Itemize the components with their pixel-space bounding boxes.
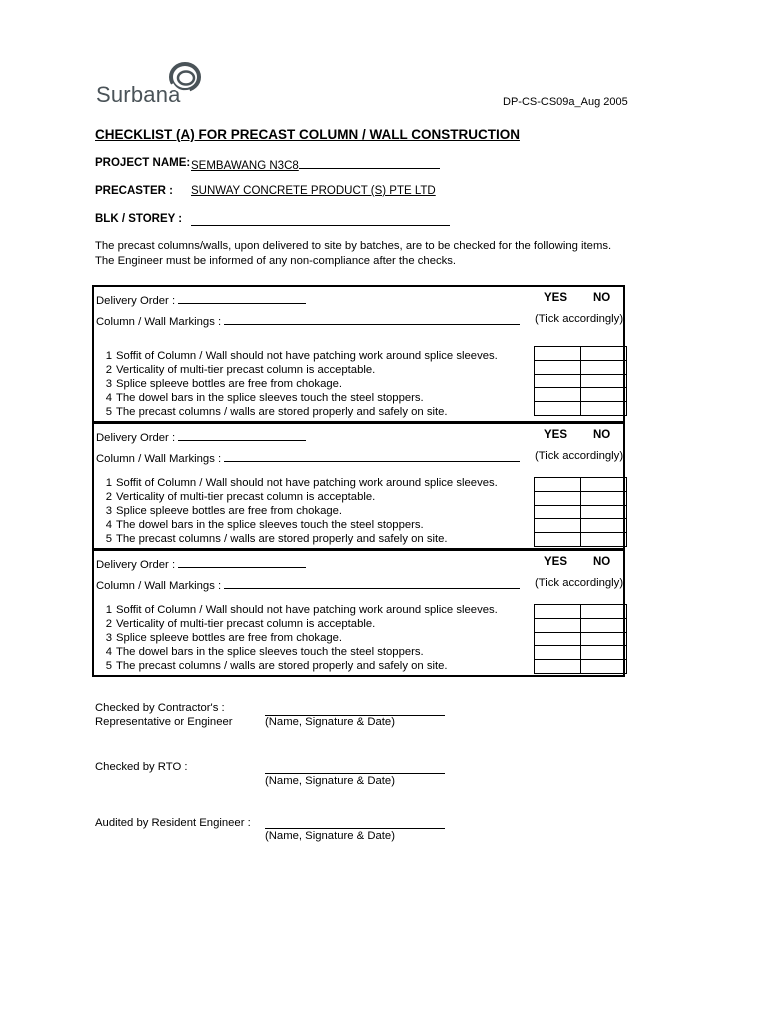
no-tick-cell[interactable] [581, 360, 627, 374]
tick-row [535, 388, 627, 402]
no-tick-cell[interactable] [581, 605, 627, 619]
page-title: CHECKLIST (A) FOR PRECAST COLUMN / WALL CONSTRUCTION [95, 127, 520, 142]
column-wall-markings-label: Column / Wall Markings : [96, 316, 222, 328]
contractor-signature-caption: (Name, Signature & Date) [265, 716, 395, 728]
tick-row [535, 505, 627, 519]
no-tick-cell[interactable] [581, 388, 627, 402]
yes-tick-cell[interactable] [535, 519, 581, 533]
tick-accordingly-note: (Tick accordingly) [535, 313, 624, 325]
checklist-item [98, 632, 342, 644]
tick-row [535, 605, 627, 619]
delivery-order-field[interactable] [96, 292, 306, 307]
yes-tick-cell[interactable] [535, 646, 581, 660]
item-text: Splice spleeve bottles are free from chokage. [116, 505, 343, 517]
yes-tick-cell[interactable] [535, 388, 581, 402]
tick-row [535, 360, 627, 374]
delivery-order-label: Delivery Order : [96, 432, 176, 444]
checklist-item [98, 604, 498, 616]
checklist-item [98, 392, 424, 404]
item-number: 1 [105, 477, 112, 489]
document-reference: DP-CS-CS09a_Aug 2005 [503, 96, 628, 108]
yes-tick-cell[interactable] [535, 660, 581, 674]
item-number: 4 [105, 646, 112, 658]
yes-tick-cell[interactable] [535, 360, 581, 374]
yes-tick-cell[interactable] [535, 632, 581, 646]
rto-label: Checked by RTO : [95, 761, 188, 773]
column-wall-markings-blank-line [224, 313, 520, 325]
checklist-item [98, 519, 424, 531]
blk-storey-label: BLK / STOREY : [95, 213, 183, 225]
project-name-label: PROJECT NAME: [95, 157, 191, 169]
tick-row [535, 374, 627, 388]
no-tick-cell[interactable] [581, 347, 627, 361]
tick-row [535, 646, 627, 660]
item-number: 2 [105, 491, 112, 503]
tick-accordingly-note: (Tick accordingly) [535, 577, 624, 589]
tick-row [535, 402, 627, 416]
checklist-item [98, 364, 375, 376]
tick-row [535, 632, 627, 646]
yes-tick-cell[interactable] [535, 533, 581, 547]
item-text: Splice spleeve bottles are free from chokage. [116, 632, 343, 644]
intro-line-1: The precast columns/walls, upon delivered to site by batches, are to be checked for the following items. [95, 240, 612, 252]
item-number: 5 [105, 660, 112, 672]
checklist-item [98, 505, 342, 517]
tick-row [535, 519, 627, 533]
item-text: The dowel bars in the splice sleeves touch the steel stoppers. [116, 646, 424, 658]
tick-grid [534, 346, 627, 416]
column-wall-markings-blank-line [224, 450, 520, 462]
tick-grid [534, 604, 627, 674]
column-wall-markings-field[interactable] [96, 577, 520, 592]
yes-tick-cell[interactable] [535, 605, 581, 619]
item-number: 4 [105, 519, 112, 531]
no-tick-cell[interactable] [581, 491, 627, 505]
tick-grid [534, 477, 627, 547]
no-header: NO [593, 429, 611, 441]
tick-row [535, 660, 627, 674]
item-number: 4 [105, 392, 112, 404]
tick-row [535, 478, 627, 492]
logo-text: Surbana [96, 82, 181, 107]
resident-engineer-signature-line[interactable] [265, 828, 445, 829]
item-number: 3 [105, 505, 112, 517]
resident-engineer-label: Audited by Resident Engineer : [95, 817, 251, 829]
contractor-label-1: Checked by Contractor's : [95, 702, 225, 714]
checklist-block [92, 285, 625, 423]
delivery-order-blank-line [178, 556, 306, 568]
tick-accordingly-note: (Tick accordingly) [535, 450, 624, 462]
checklist-item [98, 477, 498, 489]
checklist-item [98, 660, 448, 672]
project-name-field[interactable] [191, 157, 440, 172]
item-number: 1 [105, 604, 112, 616]
item-text: The precast columns / walls are stored properly and safely on site. [116, 533, 448, 545]
delivery-order-label: Delivery Order : [96, 295, 176, 307]
no-tick-cell[interactable] [581, 533, 627, 547]
item-number: 3 [105, 632, 112, 644]
column-wall-markings-blank-line [224, 577, 520, 589]
blk-storey-field[interactable] [191, 212, 450, 226]
item-text: Verticality of multi-tier precast column is acceptable. [116, 364, 376, 376]
tick-row [535, 533, 627, 547]
precaster-value[interactable]: SUNWAY CONCRETE PRODUCT (S) PTE LTD [191, 185, 436, 197]
item-number: 2 [105, 364, 112, 376]
column-wall-markings-field[interactable] [96, 313, 520, 328]
checklist-block [92, 549, 625, 677]
column-wall-markings-label: Column / Wall Markings : [96, 580, 222, 592]
no-tick-cell[interactable] [581, 618, 627, 632]
rto-signature-caption: (Name, Signature & Date) [265, 775, 395, 787]
item-number: 5 [105, 533, 112, 545]
logo-swirl-icon [168, 60, 206, 100]
delivery-order-label: Delivery Order : [96, 559, 176, 571]
yes-tick-cell[interactable] [535, 491, 581, 505]
checklist-item [98, 350, 498, 362]
tick-row [535, 347, 627, 361]
item-text: The dowel bars in the splice sleeves touch the steel stoppers. [116, 392, 424, 404]
column-wall-markings-field[interactable] [96, 450, 520, 465]
yes-tick-cell[interactable] [535, 478, 581, 492]
item-text: The dowel bars in the splice sleeves touch the steel stoppers. [116, 519, 424, 531]
yes-tick-cell[interactable] [535, 402, 581, 416]
item-text: Soffit of Column / Wall should not have patching work around splice sleeves. [116, 477, 498, 489]
no-tick-cell[interactable] [581, 646, 627, 660]
checklist-block [92, 422, 625, 550]
tick-row [535, 618, 627, 632]
item-number: 1 [105, 350, 112, 362]
item-text: Splice spleeve bottles are free from chokage. [116, 378, 343, 390]
delivery-order-field[interactable] [96, 556, 306, 571]
item-text: The precast columns / walls are stored properly and safely on site. [116, 406, 448, 418]
item-number: 3 [105, 378, 112, 390]
yes-header: YES [544, 429, 568, 441]
item-text: Verticality of multi-tier precast column is acceptable. [116, 491, 376, 503]
checklist-item [98, 491, 375, 503]
no-tick-cell[interactable] [581, 478, 627, 492]
checklist-item [98, 378, 342, 390]
no-tick-cell[interactable] [581, 660, 627, 674]
tick-row [535, 491, 627, 505]
no-tick-cell[interactable] [581, 632, 627, 646]
yes-header: YES [544, 292, 568, 304]
yes-tick-cell[interactable] [535, 347, 581, 361]
surbana-logo [96, 60, 208, 106]
item-text: Soffit of Column / Wall should not have patching work around splice sleeves. [116, 604, 498, 616]
no-tick-cell[interactable] [581, 505, 627, 519]
checklist-item [98, 533, 448, 545]
no-tick-cell[interactable] [581, 374, 627, 388]
delivery-order-field[interactable] [96, 429, 306, 444]
yes-tick-cell[interactable] [535, 374, 581, 388]
yes-tick-cell[interactable] [535, 505, 581, 519]
item-text: Verticality of multi-tier precast column is acceptable. [116, 618, 376, 630]
item-number: 2 [105, 618, 112, 630]
no-header: NO [593, 556, 611, 568]
item-number: 5 [105, 406, 112, 418]
item-text: Soffit of Column / Wall should not have patching work around splice sleeves. [116, 350, 498, 362]
project-name-value: SEMBAWANG N3C8 [191, 160, 299, 172]
delivery-order-blank-line [178, 429, 306, 441]
resident-engineer-signature-caption: (Name, Signature & Date) [265, 830, 395, 842]
checklist-item [98, 406, 448, 418]
contractor-label-2: Representative or Engineer [95, 716, 233, 728]
no-tick-cell[interactable] [581, 402, 627, 416]
yes-header: YES [544, 556, 568, 568]
no-tick-cell[interactable] [581, 519, 627, 533]
rto-signature-line[interactable] [265, 773, 445, 774]
project-name-blank-line [299, 157, 440, 169]
checklist-item [98, 646, 424, 658]
precaster-label: PRECASTER : [95, 185, 173, 197]
checklist-item [98, 618, 375, 630]
column-wall-markings-label: Column / Wall Markings : [96, 453, 222, 465]
no-header: NO [593, 292, 611, 304]
intro-line-2: The Engineer must be informed of any non-compliance after the checks. [95, 255, 457, 267]
delivery-order-blank-line [178, 292, 306, 304]
yes-tick-cell[interactable] [535, 618, 581, 632]
item-text: The precast columns / walls are stored properly and safely on site. [116, 660, 448, 672]
